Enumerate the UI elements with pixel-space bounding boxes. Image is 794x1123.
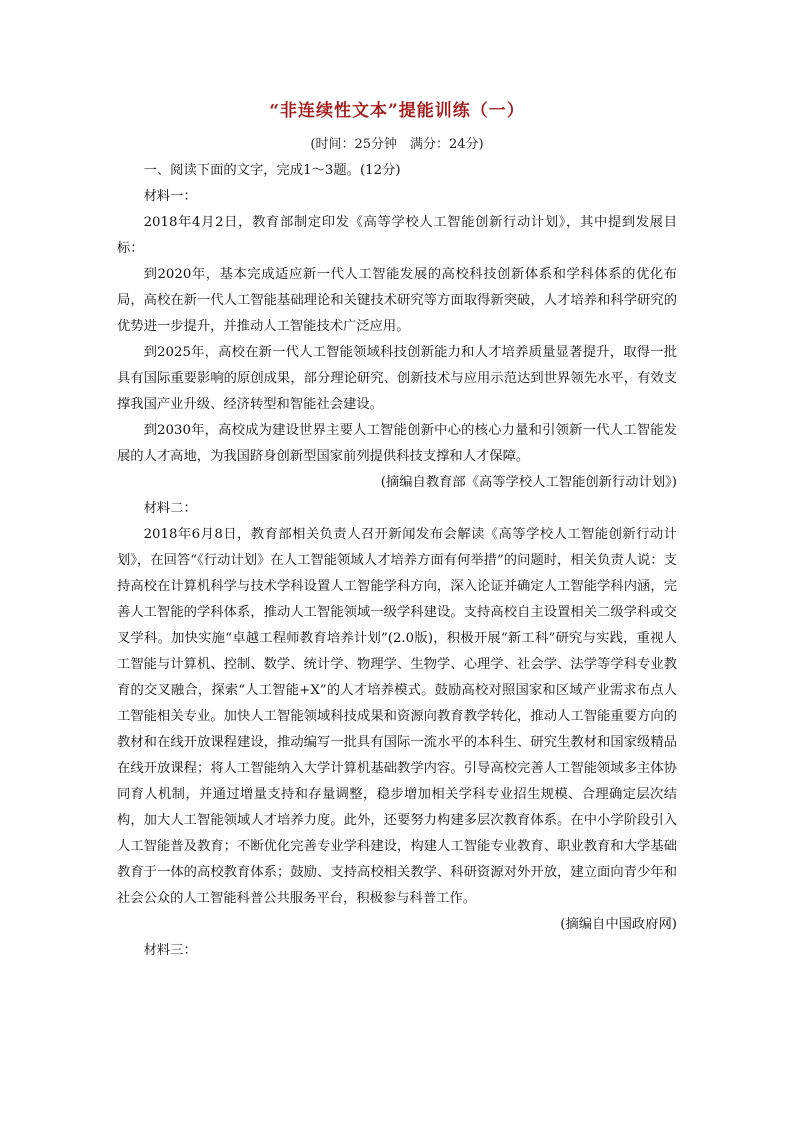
material-one-heading: 材料一： xyxy=(143,189,197,204)
question-instruction: 一、阅读下面的文字，完成1～3题。(12分) xyxy=(143,163,401,178)
material-one-paragraph: 到2025年，高校在新一代人工智能领域科技创新能力和人才培养质量显著提升，取得一批具有国际重要影响的原创成果，部分理论研究、创新技术与应用示范达到世界领先水平，有效支撑我国产业升级、经济转型和智能社会建设。 xyxy=(117,345,677,412)
document-title: “非连续性文本”提能训练（一） xyxy=(269,101,525,121)
material-one-paragraph: 到2030年，高校成为建设世界主要人工智能创新中心的核心力量和引领新一代人工智能发展的人才高地，为我国跻身创新型国家前列提供科技支撑和人才保障。 xyxy=(117,423,677,464)
material-three-heading: 材料三： xyxy=(143,943,197,958)
material-one-paragraph: 2018年4月2日，教育部制定印发《高等学校人工智能创新行动计划》，其中提到发展目标： xyxy=(117,215,677,256)
material-two-source: (摘编自中国政府网) xyxy=(560,917,677,932)
material-two-heading: 材料二： xyxy=(143,501,197,516)
material-two-paragraph: 2018年6月8日，教育部相关负责人召开新闻发布会解读《高等学校人工智能创新行动计划》，在回答“《行动计划》在人工智能领域人才培养方面有何举措”的问题时，相关负责人说：支持高校在计算机科学与技术学科设置人工智能学科方向，深入论证并确定人工智能学科内涵，完善人工智能的学科体系，推动人工智能领域一级学科建设。支持高校自主设置相关二级学科或交叉学科。加快实施“卓越工程师教育培养计划”(2.0版)，积极开展“新工科”研究与实践，重视人工智能与计算机、控制、数学、统计学、物理学、生物学、心理学、社会学、法学等学科专业教育的交叉融合，探索“人工智能+X”的人才培养模式。鼓励高校对照国家和区域产业需求布点人工智能相关专业。加快人工智能领域科技成果和资源向教育教学转化，推动人工智能重要方向的教材和在线开放课程建设，推动编写一批具有国际一流水平的本科生、研究生教材和国家级精品在线开放课程；将人工智能纳入大学计算机基础教学内容。引导高校完善人工智能领域多主体协同育人机制，并通过增量支持和存量调整，稳步增加相关学科专业招生规模、合理确定层次结构，加大人工智能领域人才培养力度。此外，还要努力构建多层次教育体系。在中小学阶段引入人工智能普及教育；不断优化完善专业学科建设，构建人工智能专业教育、职业教育和大学基础教育于一体的高校教育体系；鼓励、支持高校相关教学、科研资源对外开放，建立面向青少年和社会公众的人工智能科普公共服务平台，积极参与科普工作。 xyxy=(117,527,677,906)
document-subtitle: (时间：25分钟 满分：24分) xyxy=(310,137,484,152)
material-one-source: (摘编自教育部《高等学校人工智能创新行动计划》) xyxy=(380,475,677,490)
document-body xyxy=(117,158,677,964)
material-one-paragraph: 到2020年，基本完成适应新一代人工智能发展的高校科技创新体系和学科体系的优化布局，高校在新一代人工智能基础理论和关键技术研究等方面取得新突破，人才培养和科学研究的优势进一步提升，并推动人工智能技术广泛应用。 xyxy=(117,267,677,334)
